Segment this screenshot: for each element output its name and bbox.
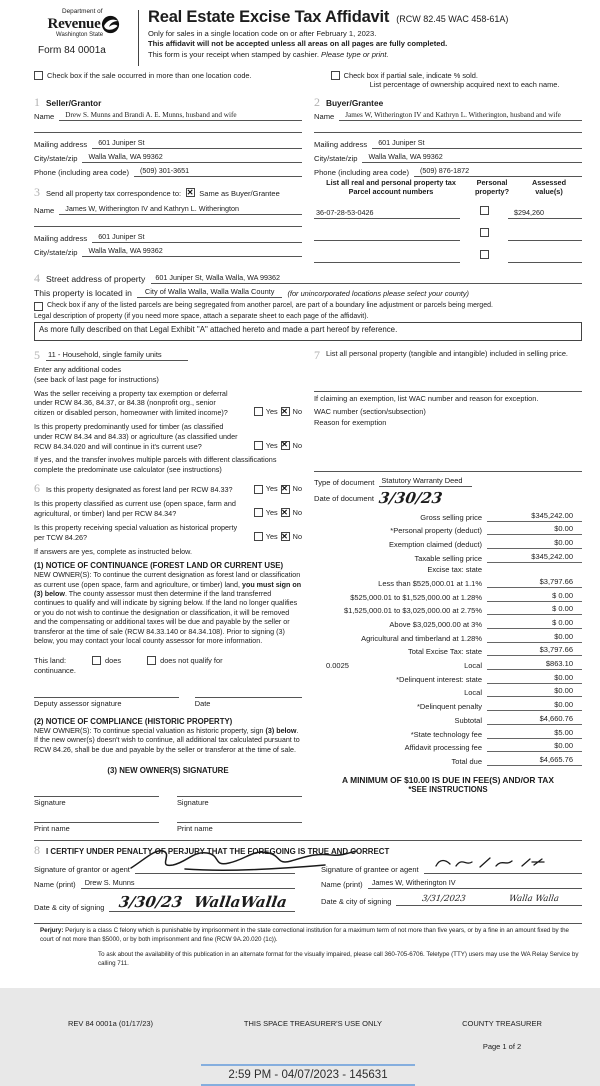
buyer-city-label: City/state/zip [314,154,358,163]
revenue-wordmark: Revenue [47,16,101,32]
section-2-number: 2 [314,95,320,109]
dor-swirl-icon [101,15,120,34]
grantor-signature-label: Signature of grantor or agent [34,864,130,874]
personal-property-label: List all personal property (tangible and intangible) included in selling price. [326,348,568,358]
current-use-question: Is this property classified as current use (open space, farm and agricultural, or timber) land per RCW 84.34? Yes ✕ No [34,499,302,518]
doc-date-field[interactable]: 3/30/23 [377,488,444,507]
tier1-tax[interactable]: $3,797.66 [487,577,582,588]
buyer-phone-label: Phone (including area code) [314,168,409,177]
seller-name-overflow-line[interactable] [34,124,302,133]
personal-property-deduct[interactable]: $0.00 [487,524,582,535]
land-qualify-row: This land: does does not qualify for [34,655,223,665]
print-timestamp: 2:59 PM - 04/07/2023 - 145631 [228,1068,388,1081]
owner-signature-line-1[interactable] [34,788,159,797]
parcel-row-1 [314,201,582,219]
section-1-number: 1 [34,95,40,109]
tier4-tax[interactable]: $ 0.00 [487,618,582,629]
taxable-selling-price[interactable]: $345,242.00 [487,552,582,563]
grantor-signature-block [34,859,295,912]
grantor-name-label: Name (print) [34,879,76,889]
segregated-parcel-label: Check box if any of the listed parcels are being segregated from another parcel, are part of a boundary line adjustment or parcels being merged. [47,301,493,309]
form-number: Form 84 0001a [38,45,106,56]
buyer-grantee-title: Buyer/Grantee [326,98,384,108]
forest-land-question: Is this property designated as forest land per RCW 84.33? Yes ✕ No [46,484,302,494]
divider-2 [314,471,582,472]
q6a-yes-checkbox[interactable] [254,485,263,494]
property-section [34,272,582,341]
partial-sale-label: Check box if partial sale, indicate % sold. List percentage of ownership acquired next to each name. [343,71,560,89]
legal-description-label: Legal description of property (if you need more space, attach a separate sheet to each page of the affidavit). [34,312,369,320]
correspondence-mailing-field[interactable]: 601 Juniper St [92,232,302,243]
grantee-date-field[interactable]: 3/31/2023 Walla Walla [396,895,582,906]
dept-of-label: Department of [62,8,103,15]
grantee-name-label: Name (print) [321,879,363,889]
minimum-due-note: A MINIMUM OF $10.00 IS DUE IN FEE(S) AND/OR TAX [342,774,554,785]
correspondence-label: Send all property tax correspondence to: ✕ Same as Buyer/Grantee [46,188,280,198]
buyer-name-field[interactable]: James W, Witherington IV and Kathryn L. Witherington, husband and wife [339,111,582,121]
personal-property-checkbox-2[interactable] [480,228,489,237]
grantee-name-field[interactable]: James W, Witherington IV [368,878,582,889]
section-8-number: 8 [34,842,40,857]
buyer-name-label: Name [314,112,335,121]
use-code-column [34,349,302,833]
correspondence-city-field[interactable]: Walla Walla, WA 99362 [82,246,302,257]
owner-print-row: Print name Print name [34,814,302,833]
multiple-location-checkbox[interactable] [34,71,43,80]
grantee-signature-label: Signature of grantee or agent [321,864,419,874]
grantor-signature-field[interactable] [135,863,295,874]
header-note-1: Only for sales in a single location code on or after February 1, 2023. [148,28,377,38]
q6b-yes-checkbox[interactable] [254,508,263,517]
buyer-name-overflow-line[interactable] [314,124,582,133]
total-due[interactable]: $4,665.76 [487,755,582,766]
alternate-format-note: To ask about the availability of this publication in an alternate format for the visually impaired, please call 360-705-6706. Teletype (TTY) users may use the WA Relay Service by calling 711. [98,951,579,967]
section-4-number: 4 [34,270,40,285]
grantor-date-label: Date & city of signing [34,902,105,912]
section-5-number: 5 [34,347,40,362]
deputy-date-label: Date [194,698,211,708]
dor-logo [34,8,134,66]
page-indicator: Page 1 of 2 [482,1041,522,1051]
parcel-row-3 [314,245,582,263]
q6a-no-checkbox[interactable] [281,485,290,494]
exemption-note: If claiming an exemption, list WAC number and reason for exception. [314,393,539,403]
continuance-label: continuance. [34,665,76,675]
agricultural-tax[interactable]: $0.00 [487,632,582,643]
buyer-mailing-label: Mailing address [314,140,368,149]
grantee-date-label: Date & city of signing [321,896,392,906]
owner-print-line-1[interactable] [34,814,159,823]
seller-column [34,96,302,263]
tax-column [314,349,582,833]
treasurer-space-label: THIS SPACE TREASURER'S USE ONLY [243,1018,383,1028]
street-address-label: Street address of property [46,273,146,284]
deputy-date-line[interactable] [195,689,302,698]
seller-mailing-label: Mailing address [34,140,88,149]
header-divider [138,10,139,66]
state-technology-fee[interactable]: $5.00 [487,728,582,739]
if-yes-note: If answers are yes, complete as instructed below. [34,546,192,556]
section-6-number: 6 [34,481,40,496]
deputy-assessor-label: Deputy assessor signature [34,698,122,708]
delinquent-interest-local[interactable]: $0.00 [487,686,582,697]
partial-sale-checkbox[interactable] [331,71,340,80]
historical-question: Is this property receiving special valuation as historical property per TCW 84.26? Yes ✕ No [34,523,302,542]
personal-property-checkbox-3[interactable] [480,250,489,259]
q5a-yes-checkbox[interactable] [254,407,263,416]
perjury-label: Perjury: [40,926,64,934]
parcel-number-field-2[interactable] [314,231,460,241]
page-title: Real Estate Excise Tax Affidavit [148,8,390,26]
seller-city-field[interactable]: Walla Walla, WA 99362 [82,152,302,163]
tier3-tax[interactable]: $ 0.00 [487,604,582,615]
local-rate: 0.0025 [326,661,349,671]
land-does-checkbox[interactable] [92,656,101,665]
this-land-label: This land: [34,655,67,665]
q5a-no-checkbox[interactable] [281,407,290,416]
q6c-no-checkbox[interactable] [281,532,290,541]
county-treasurer-label: COUNTY TREASURER [462,1018,542,1028]
excise-tax-state-row [487,565,582,574]
timestamp-block [34,1064,582,1086]
correspondence-city-label: City/state/zip [34,248,78,257]
buyer-city-field[interactable]: Walla Walla, WA 99362 [362,152,582,163]
seller-city-label: City/state/zip [34,154,78,163]
reason-exemption-label: Reason for exemption [314,417,387,427]
top-check-row [34,71,582,89]
correspondence-name-overflow-line[interactable] [34,218,302,227]
land-does-not-checkbox[interactable] [147,656,156,665]
delinquent-interest-state[interactable]: $0.00 [487,673,582,684]
exemption-question: Was the seller receiving a property tax exemption or deferral under RCW 84.36, 84.37, or 84.38 (nonprofit org., senior citizen or disabled person, homeowner with limited income)? Yes ✕ No [34,389,302,418]
affidavit-processing-fee[interactable]: $0.00 [487,741,582,752]
seller-grantor-title: Seller/Grantor [46,98,102,108]
q5b-yes-checkbox[interactable] [254,441,263,450]
perjury-note: Perjury: Perjury is a class C felony which is punishable by imprisonment in the state correctional institution for a maximum term of not more than five years, or by a fine in an amount fixed by the court of not more than $5000, or by both imprisonment and fine (RCW 9A.20.020 (1c)). To ask about the availability of this publication in an alternate format for the visually impaired, please call 360-705-6706. Teletype (TTY) users may use the WA Relay Service by calling 711. [34,923,582,969]
q6b-no-checkbox[interactable] [281,508,290,517]
assessed-value-field-3[interactable] [508,253,582,263]
certification-section [34,840,582,912]
q5b-no-checkbox[interactable] [281,441,290,450]
assessed-value-field-2[interactable] [508,231,582,241]
seller-name-field[interactable]: Drew S. Munns and Brandi A. E. Munns, husband and wife [59,111,302,121]
correspondence-name-field[interactable]: James W, Witherington IV and Kathryn L. Witherington [59,204,302,215]
deputy-assessor-signature-line[interactable] [34,689,179,698]
personal-property-checkbox-1[interactable] [480,206,489,215]
section-3-number: 3 [34,185,40,199]
located-in-field[interactable]: City of Walla Walla, Walla Walla County [137,287,283,298]
timestamp-rule-bottom [201,1084,415,1086]
notice-compliance-title: (2) NOTICE OF COMPLIANCE (HISTORIC PROPERTY) [34,716,233,726]
same-as-buyer-checkbox[interactable] [186,188,195,197]
located-in-label: This property is located in [34,287,132,298]
land-use-code-field[interactable]: 11 - Household, single family units [46,350,188,361]
delinquent-penalty[interactable]: $0.00 [487,700,582,711]
q6c-yes-checkbox[interactable] [254,532,263,541]
page-footer [34,1019,582,1051]
notice-continuance-title: (1) NOTICE OF CONTINUANCE (FOREST LAND OR CURRENT USE) [34,561,284,571]
buyer-mailing-field[interactable]: 601 Juniper St [372,138,582,149]
tax-computation-table: Gross selling price $345,242.00 *Personal property (deduct) $0.00 Exemption claimed (deduct) $0.00 Taxable selling price $345,242.00 Excise tax: state Less than $525,000.01 at 1.1% $3,797.66 $525,000.01 to $1,525,000.00 at 1.28% $ 0.00 $1,525,000.01 to $3,025,000.00 at 2.75% $ 0.00 Above $3,025,000.00 at 3% $ 0.00 Agricultural and timberland at 1.28% $0.00 Total Excise Tax: state $3,797.66 0.0025 Local $863.10 *Delinquent interest: state $0.00 Local $0.00 *Delinquent penalty $0.00 Subtotal $4,660.76 *State technology fee $5.00 Affidavit processing fee $0.00 Total due $4,665.76 [314,511,582,766]
timestamp-rule-top [201,1064,415,1066]
doc-date-label: Date of document [314,493,374,503]
seller-name-label: Name [34,112,55,121]
gross-selling-price[interactable]: $345,242.00 [487,511,582,522]
correspondence-name-label: Name [34,206,55,215]
total-excise-state[interactable]: $3,797.66 [487,645,582,656]
local-tax[interactable]: $863.10 [487,659,582,670]
tier2-tax[interactable]: $ 0.00 [487,591,582,602]
timber-question: Is this property predominantly used for timber (as classified under RCW 84.34 and 84.33) or agriculture (as classified under RCW 84.34.020 and will continue in it's current use? Yes ✕ No [34,422,302,451]
parcel-number-field-3[interactable] [314,253,460,263]
parcel-row-2 [314,223,582,241]
see-instructions-note: *SEE INSTRUCTIONS [408,784,488,794]
section-7-number: 7 [314,347,320,362]
legal-description-field[interactable]: As more fully described on that Legal Exhibit "A" attached hereto and made a part hereof by reference. [34,322,582,341]
grantee-signature-field[interactable] [424,863,582,874]
header-note-3: This form is your receipt when stamped by cashier. Please type or print. [148,49,389,59]
assessed-value-field[interactable]: $294,260 [508,208,582,219]
multiple-location-label: Check box if the sale occurred in more than one location code. [47,71,252,80]
buyer-column [314,96,582,263]
parcel-number-field[interactable]: 36-07-28-53-0426 [314,208,460,219]
segregated-parcel-checkbox[interactable] [34,302,43,311]
owner-signature-line-2[interactable] [177,788,302,797]
wa-state-label: Washington State [56,32,104,38]
seller-phone-label: Phone (including area code) [34,168,129,177]
doc-type-label: Type of document [314,477,375,487]
certify-statement: I CERTIFY UNDER PENALTY OF PERJURY THAT THE FOREGOING IS TRUE AND CORRECT [46,846,390,856]
form-header [34,8,582,66]
doc-type-field[interactable]: Statutory Warranty Deed [379,476,472,487]
grantee-signature-block [321,859,582,912]
notice-compliance-body: NEW OWNER(S): To continue special valuation as historic property, sign (3) below. If the new owner(s) doesn't wish to continue, all additional tax calculated pursuant to RCW 84.26, shall be due and payable by the seller or transferor at the time of sale. [34,726,300,754]
located-in-note: (for unincorporated locations please select your county) [287,288,470,298]
additional-codes-label: Enter any additional codes [34,364,122,374]
grantor-name-field[interactable]: Drew S. Munns [81,878,295,889]
rev-number: REV 84 0001a (01/17/23) [68,1018,154,1028]
correspondence-mailing-label: Mailing address [34,234,88,243]
divider-1 [314,391,582,392]
rcw-reference: (RCW 82.45 WAC 458-61A) [396,14,509,24]
additional-codes-note: (see back of last page for instructions) [34,374,159,384]
exemption-claimed-deduct[interactable]: $0.00 [487,538,582,549]
street-address-field[interactable]: 601 Juniper St, Walla Walla, WA 99362 [151,273,582,284]
wac-number-label: WAC number (section/subsection) [314,406,426,416]
owner-signature-row: Signature Signature [34,788,302,807]
new-owners-signature-title: (3) NEW OWNER(S) SIGNATURE [107,765,229,775]
seller-mailing-field[interactable]: 601 Juniper St [92,138,302,149]
notice-continuance-body: NEW OWNER(S): To continue the current designation as forest land or classification as current use (open space, farm and agriculture, or timber) land, you must sign on (3) below. The county assessor must then determine if the land transferred continues to qualify and will indicate by signing below. If the land no longer qualifies or you do not wish to continue the designation or classification, it will be removed and the compensating or additional taxes will be due and payable by the seller or transferor at the time of sale (RCW 84.33.140 or 84.34.108). Prior to signing (3) below, you may contact your local county assessor for more information. [34,571,302,646]
subtotal[interactable]: $4,660.76 [487,714,582,725]
personal-property-section [314,349,582,361]
predominate-use-note: If yes, and the transfer involves multiple parcels with different classifications complete the predominate use calculator (see instructions) [34,455,277,474]
header-note-2: This affidavit will not be accepted unless all areas on all pages are fully completed. [148,39,448,49]
grantor-date-field[interactable]: 3/30/23 WallaWalla [109,895,295,912]
owner-print-line-2[interactable] [177,814,302,823]
seller-phone-field[interactable]: (509) 301-3651 [134,166,302,177]
deputy-assessor-row [34,689,302,708]
buyer-phone-field[interactable]: (509) 876-1872 [414,166,582,177]
parcel-table-header: List all real and personal property tax Parcel account numbers Personal property? Assessed value(s) [326,178,567,196]
